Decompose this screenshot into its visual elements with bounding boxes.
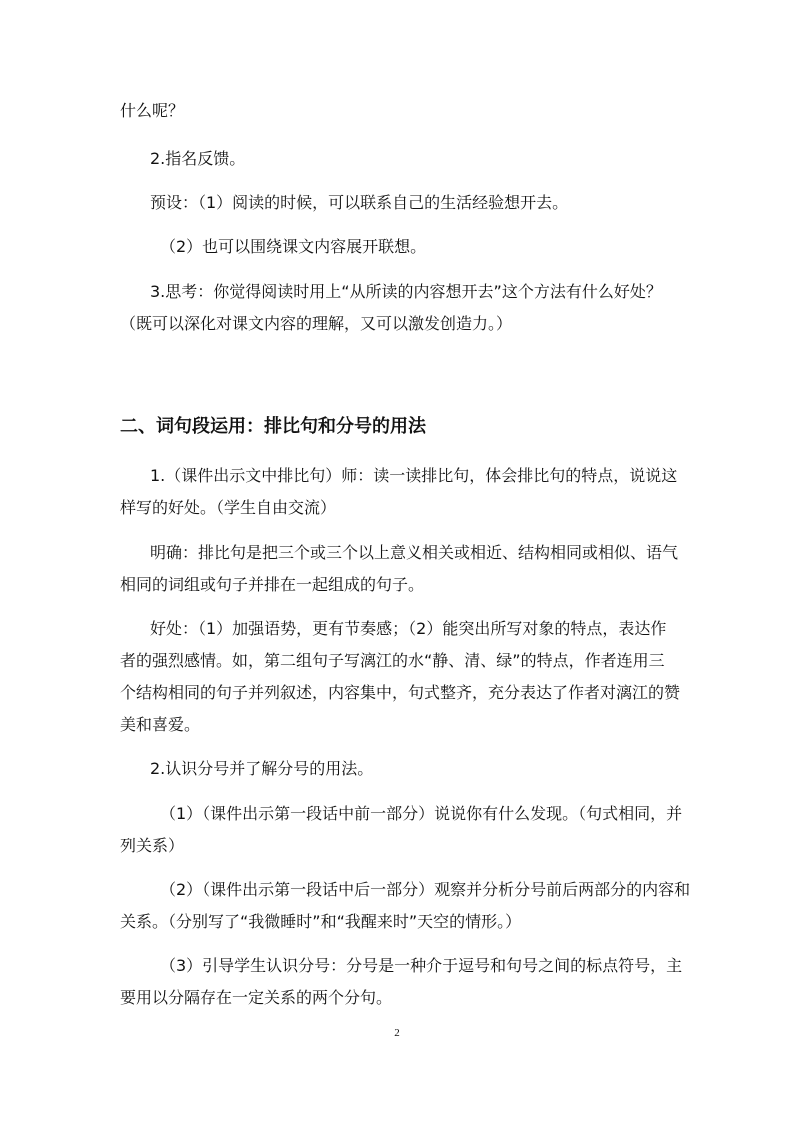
text-line: 预设：（1）阅读的时候，可以联系自己的生活经验想开去。 [150,193,569,212]
text-line: （既可以深化对课文内容的理解，又可以激发创造力。） [120,314,513,333]
text-line: 美和喜爱。 [120,715,201,734]
text-line: 明确：排比句是把三个或三个以上意义相关或相近、结构相同或相似、语气 [150,543,679,562]
text-line: 3.思考：你觉得阅读时用上“从所读的内容想开去”这个方法有什么好处？ [150,282,662,301]
text-line: （1）（课件出示第一段话中前一部分）说说你有什么发现。（句式相同，并 [160,804,683,823]
text-line: （2）（课件出示第一段话中后一部分）观察并分析分号前后两部分的内容和 [160,880,691,899]
text-line: 2.指名反馈。 [150,149,246,168]
page-number: 2 [394,1027,400,1039]
text-line: 列关系） [120,836,185,855]
text-line: 1.（课件出示文中排比句）师：读一读排比句，体会排比句的特点，说说这 [150,466,678,485]
text-line: 关系。（分别写了“我微睡时”和“我醒来时”天空的情形。） [120,912,522,931]
section-heading: 二、词句段运用：排比句和分号的用法 [120,416,426,437]
text-line: 个结构相同的句子并列叙述，内容集中，句式整齐，充分表达了作者对漓江的赞 [120,683,681,702]
text-line: 要用以分隔存在一定关系的两个分句。 [120,988,393,1007]
text-line: 什么呢？ [120,101,185,120]
text-line: 相同的词组或句子并排在一起组成的句子。 [120,575,425,594]
text-line: （2）也可以围绕课文内容展开联想。 [160,237,427,256]
text-line: 好处：（1）加强语势，更有节奏感；（2）能突出所写对象的特点，表达作 [150,619,667,638]
text-line: 者的强烈感情。如，第二组句子写漓江的水“静、清、绿”的特点，作者连用三 [120,651,665,670]
text-line: 2.认识分号并了解分号的用法。 [150,759,374,778]
text-line: 样写的好处。（学生自由交流） [120,498,337,517]
text-line: （3）引导学生认识分号：分号是一种介于逗号和句号之间的标点符号，主 [160,956,683,975]
